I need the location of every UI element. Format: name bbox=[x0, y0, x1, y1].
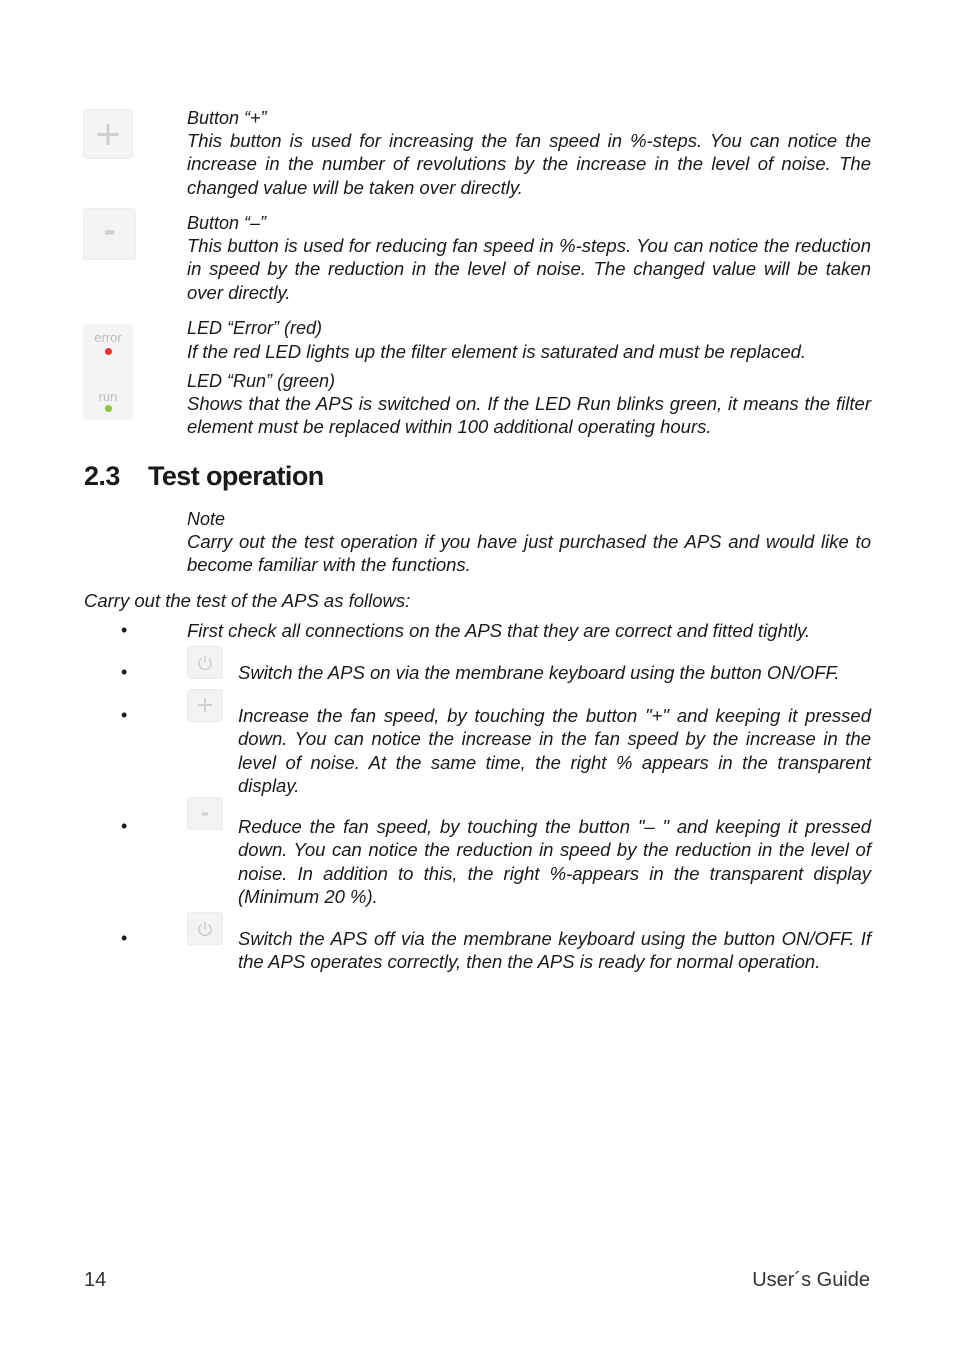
plus-icon: + bbox=[93, 114, 123, 154]
step-bullet: • bbox=[121, 620, 128, 640]
led-run-dot bbox=[105, 405, 112, 412]
note-label: Note bbox=[187, 509, 226, 529]
note-text: Carry out the test operation if you have just purchased the APS and would like to become familiar with the functions. bbox=[187, 531, 871, 576]
plus-button-image bbox=[187, 689, 223, 722]
section-number: 2.3 bbox=[84, 461, 120, 491]
step-text: Reduce the fan speed, by touching the button "– " and keeping it pressed down. You can notice the reduction in speed by the reduction in the level of noise. In addition to this, the right %-appears in the transparent display (Minimum 20 %). bbox=[238, 816, 871, 907]
step-text: Increase the fan speed, by touching the button "+" and keeping it pressed down. You can notice the increase in the fan speed by the increase in the level of noise. At the same time, the right % appears in the transparent display. bbox=[238, 705, 871, 796]
plus-button-title: Button “+” bbox=[187, 108, 267, 128]
page-number: 14 bbox=[84, 1269, 107, 1291]
power-icon bbox=[187, 646, 223, 679]
step-text: Switch the APS on via the membrane keyboard using the button ON/OFF. bbox=[238, 662, 840, 683]
minus-button-image bbox=[187, 797, 223, 830]
minus-icon: - bbox=[200, 801, 210, 825]
led-run-title: LED “Run” (green) bbox=[187, 371, 336, 391]
led-error-word: error bbox=[94, 330, 122, 345]
plus-icon: + bbox=[195, 693, 215, 718]
step-bullet: • bbox=[121, 816, 128, 836]
step-text: First check all connections on the APS that they are correct and fitted tightly. bbox=[187, 620, 811, 641]
plus-button-image bbox=[83, 109, 133, 159]
led-run-description: Shows that the APS is switched on. If the LED Run blinks green, it means the filter element must be replaced within 100 additional operating hours. bbox=[187, 393, 871, 438]
power-button-image bbox=[187, 646, 223, 679]
step-bullet: • bbox=[121, 928, 128, 948]
step-bullet: • bbox=[121, 705, 128, 725]
step-text: Switch the APS off via the membrane keyboard using the button ON/OFF. If the APS operates correctly, then the APS is ready for normal operation. bbox=[238, 928, 871, 973]
guide-label: User´s Guide bbox=[752, 1269, 870, 1291]
power-icon bbox=[187, 912, 223, 945]
led-error-dot bbox=[105, 348, 112, 355]
intro-text: Carry out the test of the APS as follows: bbox=[84, 590, 411, 611]
minus-icon: - bbox=[103, 214, 116, 249]
minus-button-image bbox=[83, 208, 136, 260]
led-error-description: If the red LED lights up the filter element is saturated and must be replaced. bbox=[187, 341, 807, 362]
step-bullet: • bbox=[121, 662, 128, 682]
section-title: Test operation bbox=[148, 461, 324, 491]
led-run-word: run bbox=[98, 389, 118, 404]
led-panel-image bbox=[83, 324, 133, 420]
power-button-image bbox=[187, 912, 223, 945]
led-error-title: LED “Error” (red) bbox=[187, 318, 323, 338]
minus-button-title: Button “–” bbox=[187, 213, 267, 233]
plus-button-description: This button is used for increasing the fan speed in %-steps. You can notice the increase in the number of revolutions by the increase in the level of noise. The changed value will be taken over directly. bbox=[187, 130, 871, 198]
minus-button-description: This button is used for reducing fan speed in %-steps. You can notice the reduction in speed by the reduction in the level of noise. The changed value will be taken over directly. bbox=[187, 235, 871, 303]
